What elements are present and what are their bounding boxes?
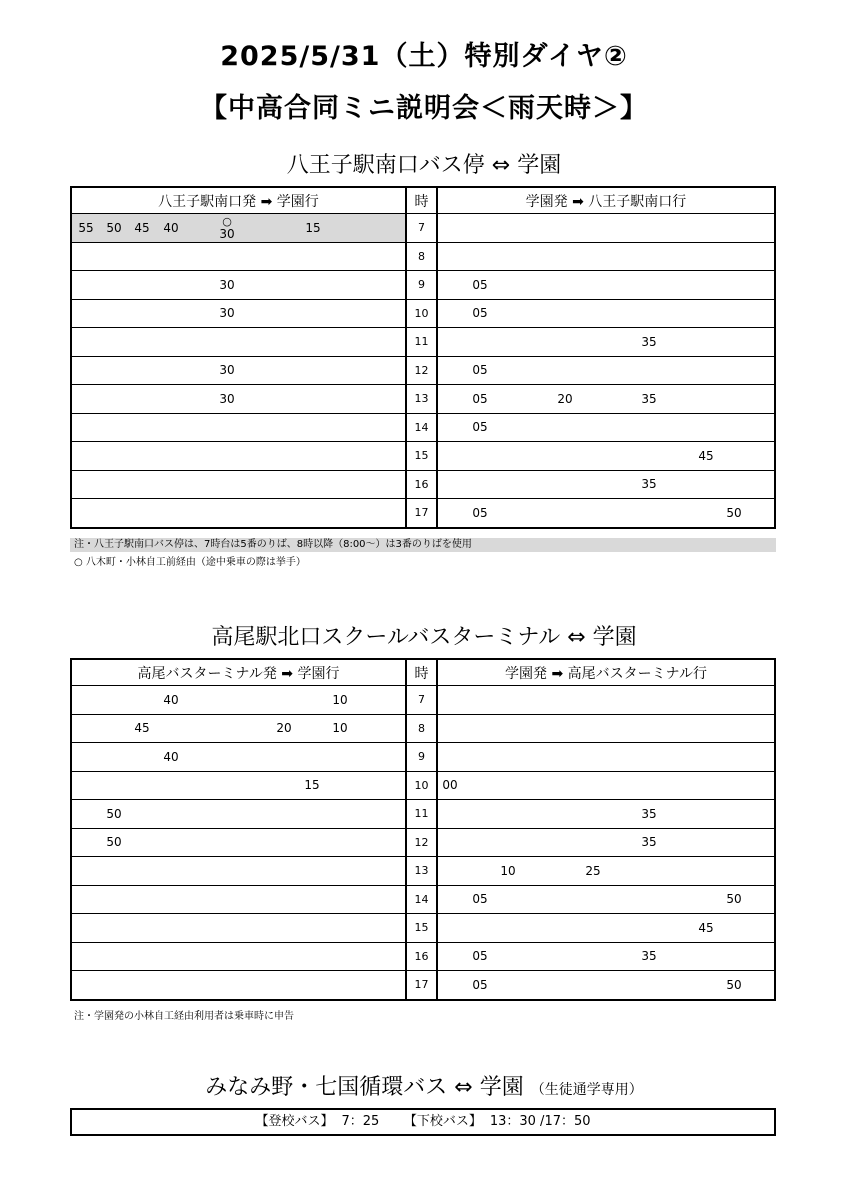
timetable-row [71, 743, 775, 772]
hour-cell: 13 [406, 385, 437, 414]
to-school-cell [71, 242, 406, 271]
from-school-cell [437, 971, 775, 1000]
from-school-cell [437, 413, 775, 442]
departure-minute: 50 [106, 806, 122, 821]
departure-minute: 35 [641, 835, 657, 850]
departure-minute: 05 [472, 505, 488, 520]
departure-minute: 50 [726, 892, 742, 907]
departure-minute: 45 [698, 920, 714, 935]
hour-cell: 8 [406, 714, 437, 743]
hour-cell: 10 [406, 299, 437, 328]
from-school-cell [437, 328, 775, 357]
hachioji-timetable [70, 186, 776, 529]
timetable-row [71, 771, 775, 800]
to-school-time: 7：25 [341, 1114, 380, 1129]
departure-minute: 35 [641, 806, 657, 821]
from-school-cell [437, 385, 775, 414]
departure-minute: 20 [557, 391, 573, 406]
to-school-cell [71, 885, 406, 914]
hour-cell: 12 [406, 356, 437, 385]
from-school-cell [437, 499, 775, 528]
departure-minute: 15 [304, 778, 320, 793]
departure-minute: 55 [78, 220, 94, 235]
section2-note: 注・学園発の小林自工経由利用者は乗車時に申告 [74, 1011, 294, 1022]
hour-cell: 8 [406, 242, 437, 271]
to-school-cell [71, 271, 406, 300]
hour-cell: 15 [406, 442, 437, 471]
timetable-row [71, 442, 775, 471]
timetable-row [71, 885, 775, 914]
section1-title: 八王子駅南口バス停 ⇔ 学園 [286, 153, 562, 178]
hour-cell: 14 [406, 885, 437, 914]
departure-minute: 00 [442, 778, 458, 793]
timetable-row [71, 828, 775, 857]
from-school-cell [437, 271, 775, 300]
to-school-cell [71, 771, 406, 800]
to-school-cell [71, 914, 406, 943]
departure-minute: 20 [276, 721, 292, 736]
from-school-cell [437, 242, 775, 271]
departure-minute: 30 [219, 227, 235, 241]
timetable-row [71, 299, 775, 328]
from-school-cell [437, 857, 775, 886]
from-school-cell [437, 442, 775, 471]
hour-cell: 7 [406, 214, 437, 243]
from-school-label: 【下校バス】 [403, 1114, 482, 1129]
hour-cell: 17 [406, 499, 437, 528]
departure-minute: 50 [106, 835, 122, 850]
to-school-cell [71, 686, 406, 715]
to-school-cell [71, 385, 406, 414]
departure-minute: 45 [698, 448, 714, 463]
departure-minute: 10 [332, 692, 348, 707]
departure-minute: 30 [219, 391, 235, 406]
departure-minute: 05 [472, 277, 488, 292]
timetable-row [71, 328, 775, 357]
hour-cell: 14 [406, 413, 437, 442]
hour-cell: 16 [406, 942, 437, 971]
hour-cell: 7 [406, 686, 437, 715]
departure-minute: 25 [585, 863, 601, 878]
departure-minute: 50 [726, 977, 742, 992]
to-school-cell [71, 828, 406, 857]
departure-minute: 30 [219, 277, 235, 292]
hour-cell: 12 [406, 828, 437, 857]
from-school-cell [437, 214, 775, 243]
from-school-cell [437, 942, 775, 971]
to-school-cell [71, 299, 406, 328]
departure-minute: 10 [500, 863, 516, 878]
loop-bus-box [70, 1108, 776, 1136]
departure-minute: 05 [472, 420, 488, 435]
departure-minute: 05 [472, 306, 488, 321]
departure-minute: 05 [472, 949, 488, 964]
departure-minute: 15 [305, 220, 321, 235]
timetable-row [71, 271, 775, 300]
from-school-cell [437, 470, 775, 499]
departure-minute: 50 [726, 505, 742, 520]
departure-minute: 35 [641, 391, 657, 406]
to-school-cell [71, 714, 406, 743]
hour-cell: 15 [406, 914, 437, 943]
from-school-cell [437, 356, 775, 385]
to-school-cell [71, 442, 406, 471]
to-school-label: 【登校バス】 [255, 1114, 334, 1129]
header-hour: 時 [406, 659, 437, 686]
hour-cell: 13 [406, 857, 437, 886]
hour-cell: 10 [406, 771, 437, 800]
from-school-cell [437, 771, 775, 800]
section1-note: 注・八王子駅南口バス停は、7時台は5番のりば、8時以降（8:00～）は3番のりばを使用 [70, 538, 776, 552]
timetable-row [71, 413, 775, 442]
departure-minute: 05 [472, 977, 488, 992]
to-school-cell [71, 328, 406, 357]
from-school-cell [437, 828, 775, 857]
departure-minute: 05 [472, 391, 488, 406]
departure-minute: 05 [472, 363, 488, 378]
from-school-cell [437, 714, 775, 743]
via-route-mark: ○ [222, 215, 232, 228]
to-school-cell [71, 470, 406, 499]
from-school-cell [437, 885, 775, 914]
from-school-cell [437, 299, 775, 328]
hour-cell: 16 [406, 470, 437, 499]
departure-minute: 35 [641, 477, 657, 492]
takao-timetable [70, 658, 776, 1001]
departure-minute: 05 [472, 892, 488, 907]
hour-cell: 17 [406, 971, 437, 1000]
departure-minute: 30 [219, 363, 235, 378]
section1-route-note: ○ 八木町・小林自工前経由（途中乗車の際は挙手） [74, 557, 306, 568]
from-school-cell [437, 686, 775, 715]
hour-cell: 9 [406, 271, 437, 300]
from-school-cell [437, 914, 775, 943]
to-school-cell [71, 800, 406, 829]
hour-cell: 9 [406, 743, 437, 772]
section3-title-note: （生徒通学専用） [530, 1082, 643, 1098]
hour-cell: 11 [406, 328, 437, 357]
header-to-school: 高尾バスターミナル発 ➡ 学園行 [71, 659, 406, 686]
from-school-cell [437, 800, 775, 829]
to-school-cell [71, 499, 406, 528]
timetable-row [71, 356, 775, 385]
timetable-row [71, 914, 775, 943]
hour-cell: 11 [406, 800, 437, 829]
to-school-cell [71, 214, 406, 243]
timetable-row [71, 686, 775, 715]
departure-minute: 45 [134, 721, 150, 736]
timetable-row [71, 470, 775, 499]
to-school-cell [71, 413, 406, 442]
departure-minute: 35 [641, 334, 657, 349]
section3-title [0, 1070, 848, 1101]
timetable-row [71, 800, 775, 829]
departure-minute: 10 [332, 721, 348, 736]
departure-minute: 40 [163, 692, 179, 707]
timetable-row [71, 214, 775, 243]
page-subtitle: 【中高合同ミニ説明会＜雨天時＞】 [200, 93, 648, 124]
to-school-cell [71, 356, 406, 385]
to-school-cell [71, 743, 406, 772]
header-hour: 時 [406, 187, 437, 214]
header-from-school: 学園発 ➡ 高尾バスターミナル行 [437, 659, 775, 686]
departure-minute: 50 [106, 220, 122, 235]
departure-minute: 35 [641, 949, 657, 964]
timetable-row [71, 857, 775, 886]
header-from-school: 学園発 ➡ 八王子駅南口行 [437, 187, 775, 214]
timetable-row [71, 499, 775, 528]
departure-minute: 40 [163, 749, 179, 764]
to-school-cell [71, 942, 406, 971]
departure-minute: 45 [134, 220, 150, 235]
from-school-time: 13：30 /17：50 [489, 1114, 591, 1129]
timetable-row [71, 971, 775, 1000]
from-school-cell [437, 743, 775, 772]
departure-minute: 40 [163, 220, 179, 235]
section2-title: 高尾駅北口スクールバスターミナル ⇔ 学園 [211, 625, 637, 650]
to-school-cell [71, 971, 406, 1000]
timetable-row [71, 714, 775, 743]
timetable-row [71, 942, 775, 971]
section3-title-main: みなみ野・七国循環バス ⇔ 学園 [205, 1075, 524, 1100]
timetable-row [71, 242, 775, 271]
to-school-cell [71, 857, 406, 886]
timetable-row [71, 385, 775, 414]
page-title: 2025/5/31（土）特別ダイヤ② [220, 41, 628, 72]
departure-minute: 30 [219, 306, 235, 321]
header-to-school: 八王子駅南口発 ➡ 学園行 [71, 187, 406, 214]
